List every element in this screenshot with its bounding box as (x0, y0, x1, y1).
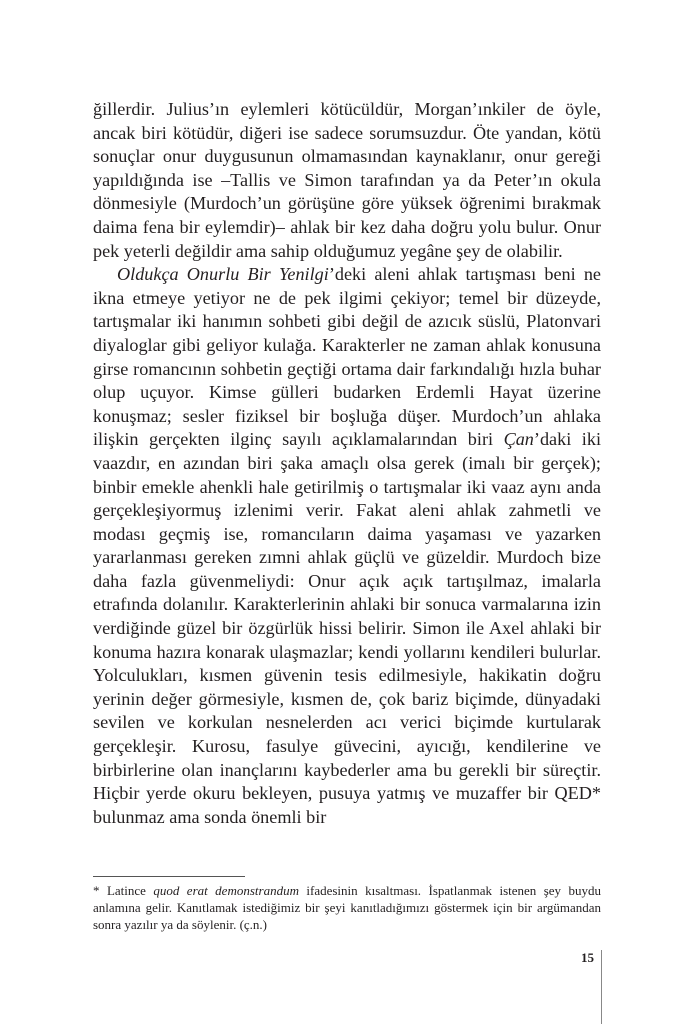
footnote-text-a: * Latince (93, 883, 154, 898)
footnote-text (93, 882, 601, 934)
main-text (93, 98, 601, 829)
footnote-latin-term: quod erat demonstrandum (153, 883, 299, 898)
footnote-separator (93, 876, 245, 877)
book-title-italic: Oldukça Onurlu Bir Yenilgi (117, 264, 329, 285)
paragraph-2-text-a: ’deki aleni ahlak tartışması beni ne ikna etmeye yetiyor ne de pek ilgimi çekiyor; temel bir düzeyde, tartışmalar iki hanımın sohbeti gibi değil de azıcık süslü, Platonvari diyaloglar gibi geliyor kulağa. Karakterler ne zaman ahlak konusuna girse romancının sohbetin geçtiği ortama dair farkındalığı hızla buhar olup uçuyor. Kimse gülleri budarken Erdemli Hayat üzerine konuşmaz; sesler fiziksel bir boşluğa düşer. Murdoch’un ahlaka ilişkin gerçekten ilginç sayılı açıklamalarından biri (93, 264, 602, 450)
paragraph-2-text-b: ’daki iki vaazdır, en azından biri şaka amaçlı olsa gerek (imalı bir gerçek); binbir emekle ahenkli hale getirilmiş o tartışmalar iki vaaz aynı anda gerçekleşiyormuş izlenimi verir. Fakat aleni ahlak zahmetli ve modası geçmiş ise, romancıların daima yaşaması ve yazarken yararlanması gereken zımni ahlak güçlü ve güzeldir. Murdoch bize daha fazla güvenmeliydi: Onur açık açık tartışılmaz, imalarla etrafında dolanılır. Karakterlerinin ahlaki bir sonuca varmalarına izin verdiğinde güzel bir özgürlük hissi belirir. Simon ile Axel ahlaki bir konuma hazıra konarak ulaşmazlar; kendi yollarını kendileri bulurlar. Yolculukları, kısmen güvenin tesis edilmesiyle, hakikatin doğru yerinin değer görmesiyle, kısmen de, çok bariz biçimde, dünyadaki sevilen ve korkulan nesnelerden acı verici biçimde kurtularak gerçekleşir. Kurosu, fasulye güvecini, ayıcığı, kendilerine ve birbirlerine olan inançlarını kaybederler ama bu gerekli bir süreçtir. Hiçbir yerde okuru bekleyen, pusuya yatmış ve muzaffer bir QED* bulunmaz ama sonda önemli bir (93, 429, 601, 827)
page-number: 15 (581, 950, 594, 965)
footnote-text-b: ifadesinin kısaltması. İspatlanmak istenen şey buydu anlamına gelir. Kanıtlamak istediğimiz bir şeyi kanıtladığımızı göstermek için bir argümandan sonra yazılır ya da söylenir. (ç.n.) (93, 883, 601, 933)
paragraph-2 (93, 263, 601, 829)
paragraph-1: ğillerdir. Julius’ın eylemleri kötücüldür, Morgan’ınkiler de öyle, ancak biri kötüdür, diğeri ise sadece sorumsuzdur. Öte yandan, kötü sonuçlar onur duygusunun olmamasından kaynaklanır, onur gereği yapıldığında ise –Tallis ve Simon tarafından ya da Peter’ın okula dönmesiyle (Murdoch’un görüşüne göre yüksek öğrenimi bırakmak daima fena bir eylemdir)– ahlak bir kez daha doğru yolu bulur. Onur pek yeterli değildir ama sahip olduğumuz yegâne şey de olabilir. (93, 99, 601, 261)
margin-rule (601, 950, 602, 1024)
footnote (93, 882, 601, 934)
book-title-can-italic: Çan (503, 429, 534, 450)
